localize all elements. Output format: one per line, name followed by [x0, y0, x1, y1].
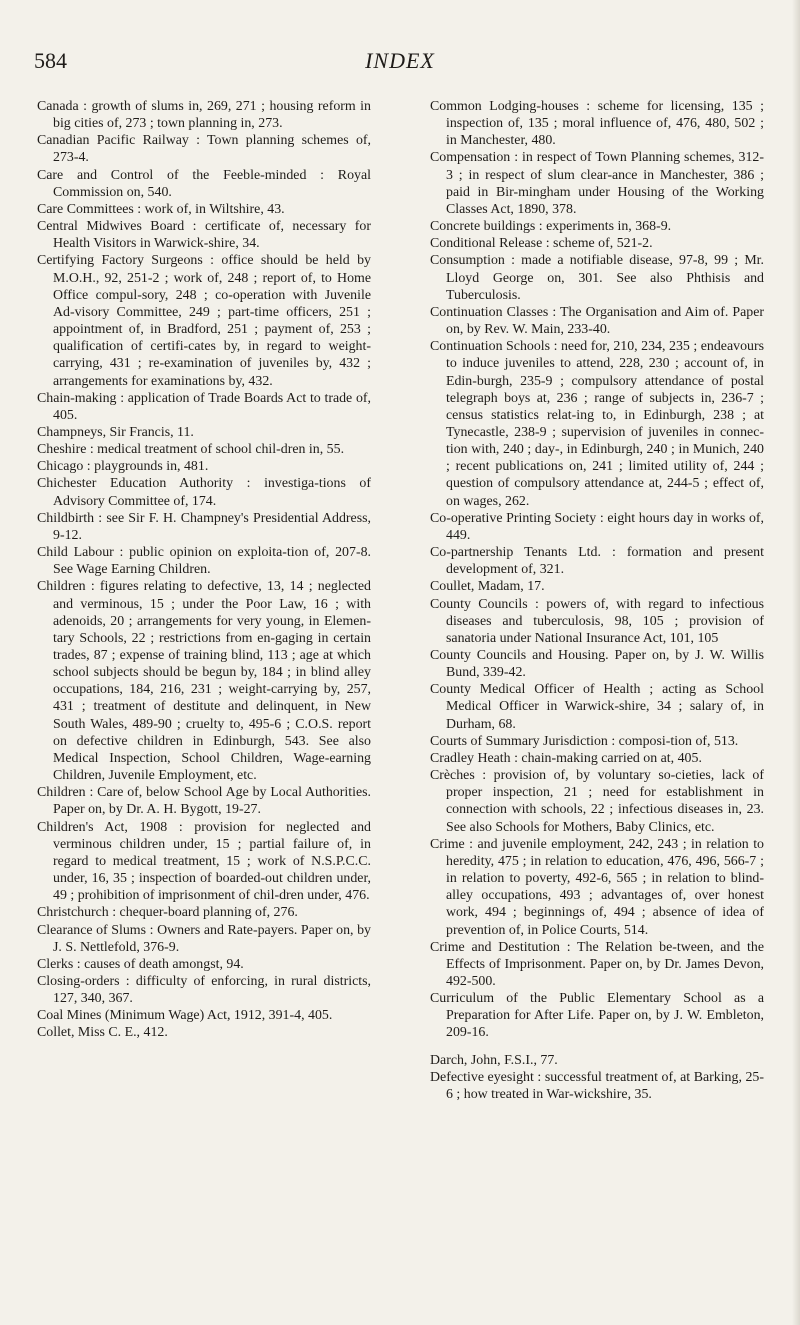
index-entry: Darch, John, F.S.I., 77. — [430, 1052, 558, 1068]
index-entry: County Medical Officer of Health ; acting as School Medical Officer in Warwick-shire, 34 ; salary of, in Durham, 68. — [430, 682, 764, 732]
page-number: 584 — [34, 48, 67, 73]
index-entry: Curriculum of the Public Elementary School as a Preparation for After Life. Paper on, by J. W. Embleton, 209-16. — [430, 991, 764, 1041]
index-entry: Chicago : playgrounds in, 481. — [37, 459, 209, 475]
index-entry: Children : figures relating to defective, 13, 14 ; neglected and verminous, 15 ; under the Poor Law, 16 ; with adenoids, 20 ; arrangements for very young, in Elemen-tary Schools, 22 ; restrictions from en-gaging in certain trades, 87 ; expense of training blind, 113 ; age at which school subjects should be begun by, 184 ; in blind alley occupations, 184, 216, 231 ; weight-carrying by, 257, 431 ; treatment of destitute and delinquent, in New South Wales, 489-90 ; cruelty to, 495-6 ; C.O.S. report on defective children in Edinburgh, 543. See also Medical Inspection, School Children, Wage-earning Children, Juvenile Employment, etc. — [37, 579, 371, 784]
index-entry: County Councils and Housing. Paper on, by J. W. Willis Bund, 339-42. — [430, 648, 764, 681]
index-entry: Children's Act, 1908 : provision for neglected and verminous children under, 15 ; partial failure of, in regard to medical treatment, 15 ; work of N.S.P.C.C. under, 16, 35 ; inspection of boarded-out children under, 49 ; prohibition of imprisonment of chil-dren under, 476. — [37, 819, 371, 904]
index-entry: Clerks : causes of death amongst, 94. — [37, 956, 244, 972]
index-entry: Defective eyesight : successful treatment of, at Barking, 25-6 ; how treated in War-wickshire, 35. — [430, 1069, 764, 1102]
index-entry: Compensation : in respect of Town Planning schemes, 312-3 ; in respect of slum clear-ance in Manchester, 386 ; paid in Bir-mingham under Housing of the Working Classes Act, 1890, 378. — [430, 150, 764, 217]
index-entry: Collet, Miss C. E., 412. — [37, 1025, 168, 1041]
index-entry: Consumption : made a notifiable disease, 97-8, 99 ; Mr. Lloyd George on, 301. See also Phthisis and Tuberculosis. — [430, 253, 764, 303]
page-title: INDEX — [365, 48, 435, 73]
index-entry: Continuation Classes : The Organisation and Aim of. Paper on, by Rev. W. Main, 233-40. — [430, 304, 764, 338]
index-entry: Certifying Factory Surgeons : office should be held by M.O.H., 92, 251-2 ; work of, 248 ; report of, to Home Office compul-sory, 248 ; co-operation with Juvenile Ad-visory Committee, 249 ; part-time officers, 251 ; appointment of, in Bradford, 251 ; payment of, 253 ; qualification of certifi-cates by, in regard to weight-carrying, 431 ; re-examination of juveniles by, 432 ; arrangements for examinations by, 432. — [37, 253, 371, 389]
index-entry: Child Labour : public opinion on exploita-tion of, 207-8. See Wage Earning Children. — [37, 545, 371, 578]
index-entry: Coullet, Madam, 17. — [430, 579, 545, 595]
index-entry: Champneys, Sir Francis, 11. — [37, 424, 194, 440]
index-entry: Common Lodging-houses : scheme for licensing, 135 ; inspection of, 135 ; moral influence of, 476, 480, 502 ; in Manchester, 480. — [430, 99, 764, 149]
index-entry: Crèches : provision of, by voluntary so-cieties, lack of proper inspection, 21 ; need for establishment in connection with schools, 22 ; infectious diseases in, 23. See also Schools for Mothers, Baby Clinics, etc. — [430, 768, 764, 835]
index-entry: Childbirth : see Sir F. H. Champney's Presidential Address, 9-12. — [37, 510, 371, 543]
index-entry: Crime : and juvenile employment, 242, 243 ; in relation to heredity, 475 ; in relation to education, 476, 496, 566-7 ; in relation to poverty, 492-6, 565 ; in relation to blind-alley occupations, 493 ; advantages of, over honest work, 494 ; beginnings of, 494 ; absence of idea of prevention of, in Police Courts, 514. — [430, 836, 764, 938]
index-entry: Continuation Schools : need for, 210, 234, 235 ; endeavours to induce juveniles to attend, 228, 230 ; account of, in Edin-burgh, 235-9 ; compulsory attendance of postal telegraph boys at, 236 ; range of subjects in, 236-7 ; census statistics relat-ing to, in Edinburgh, 238 ; at Tynecastle, 238-9 ; supervision of juveniles in connec-tion with, 240 ; day-, in Edinburgh, 240 ; in Munich, 240 ; recent publications on, 241 ; limited utility of, 244 ; question of compulsory attendance at, 244-5 ; effect of, on wages, 262. — [430, 339, 764, 509]
page-edge-shadow — [792, 0, 800, 1325]
index-entry: Central Midwives Board : certificate of, necessary for Health Visitors in Warwick-shire, 34. — [37, 219, 371, 252]
index-entry: Cheshire : medical treatment of school chil-dren in, 55. — [37, 442, 345, 458]
index-entry: Conditional Release : scheme of, 521-2. — [430, 236, 653, 252]
index-entry: Coal Mines (Minimum Wage) Act, 1912, 391-4, 405. — [37, 1008, 333, 1024]
index-entry: Children : Care of, below School Age by Local Authorities. Paper on, by Dr. A. H. Bygott, 19-27. — [37, 785, 371, 818]
index-entry: Co-operative Printing Society : eight hours day in works of, 449. — [430, 510, 764, 543]
right-index-column — [430, 98, 764, 1103]
index-entry: Cradley Heath : chain-making carried on at, 405. — [430, 750, 702, 766]
index-entry: Co-partnership Tenants Ltd. : formation and present development of, 321. — [430, 545, 764, 578]
index-entry: Care Committees : work of, in Wiltshire, 43. — [37, 201, 285, 217]
index-entry: Clearance of Slums : Owners and Rate-payers. Paper on, by J. S. Nettlefold, 376-9. — [37, 922, 371, 955]
index-entry: Crime and Destitution : The Relation be-tween, and the Effects of Imprisonment. Paper on, by Dr. James Devon, 492-500. — [430, 939, 764, 989]
index-entry: Closing-orders : difficulty of enforcing, in rural districts, 127, 340, 367. — [37, 973, 371, 1007]
index-entry: Chain-making : application of Trade Boards Act to trade of, 405. — [37, 390, 371, 423]
index-entry: Chichester Education Authority : investiga-tions of Advisory Committee of, 174. — [37, 476, 371, 509]
index-entry: Christchurch : chequer-board planning of, 276. — [37, 905, 298, 921]
index-entry: Courts of Summary Jurisdiction : composi-tion of, 513. — [430, 733, 739, 749]
left-index-column — [37, 98, 371, 1042]
index-entry: Care and Control of the Feeble-minded : Royal Commission on, 540. — [37, 167, 371, 200]
index-entry: Concrete buildings : experiments in, 368-9. — [430, 219, 672, 235]
index-entry: Canadian Pacific Railway : Town planning schemes of, 273-4. — [37, 133, 371, 166]
index-entry: County Councils : powers of, with regard to infectious diseases and tuberculosis, 98, 105 ; provision of sanatoria under National Insurance Act, 101, 105 — [430, 596, 764, 646]
index-entry: Canada : growth of slums in, 269, 271 ; housing reform in big cities of, 273 ; town planning in, 273. — [37, 99, 371, 132]
